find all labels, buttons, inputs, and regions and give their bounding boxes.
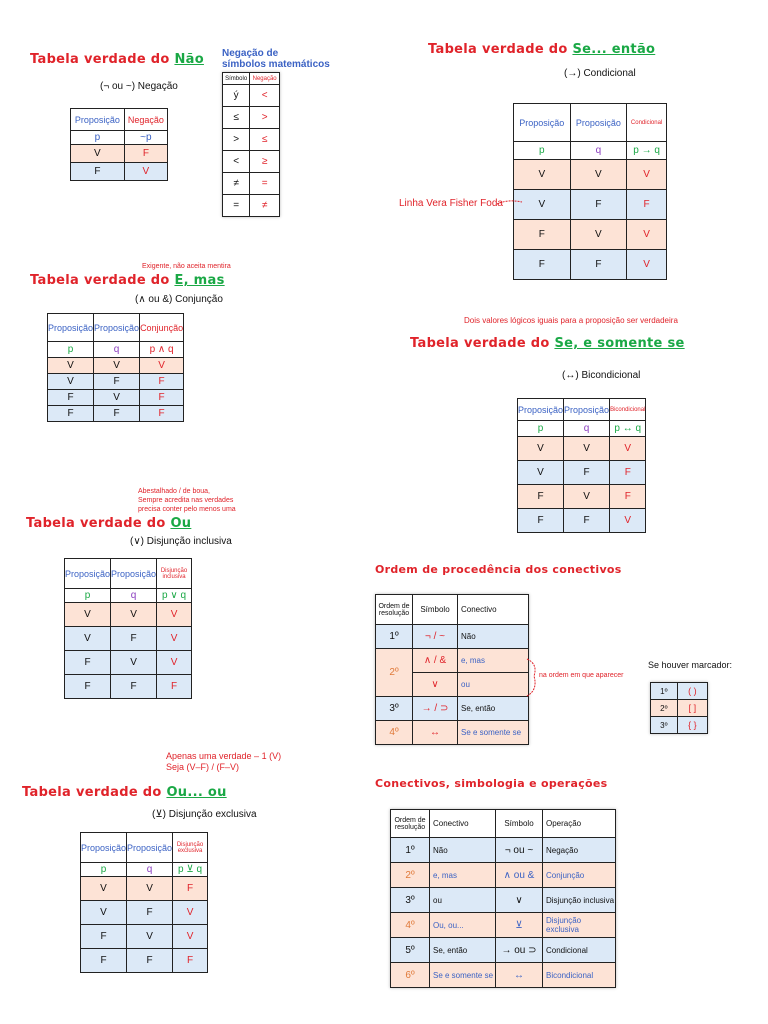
table-row: 1º Não ¬ ou ~ Negação (391, 838, 616, 863)
marcador-title: Se houver marcador: (648, 660, 733, 670)
table-row: F V V (514, 220, 667, 250)
ou-title: Tabela verdade do Ou (26, 516, 192, 531)
ou-ou-table: Proposição Proposição Disjunção exclusiva p q p ⊻ q V V F V F V F V V F F F (80, 832, 208, 973)
conectivos-table: Ordem de resolução Conectivo Símbolo Operação 1º Não ¬ ou ~ Negação 2º e, mas ∧ ou & Conjunção 3º ou ∨ Disjunção inclusiva 4º Ou, ou... ⊻ Disjunção exclusiva 5º Se, então → ou ⊃ Condicional 6º Se e somente se ↔ Bicondicional (390, 809, 616, 988)
ou-ou-subtitle: (⊻) Disjunção exclusiva (152, 809, 257, 820)
precedencia-brace-arrow (526, 656, 540, 700)
table-row: F V F (518, 485, 646, 509)
nao-symbol-p: p (71, 131, 125, 145)
se-entao-subtitle: (→) Condicional (564, 68, 636, 79)
table-row: F F V (514, 250, 667, 280)
table-row: F F F (65, 675, 192, 699)
bicond-title-word: Se, e somente se (554, 336, 685, 351)
se-entao-title: Tabela verdade do Se... então (428, 42, 656, 57)
ou-title-word: Ou (170, 516, 192, 531)
table-row: ∨ ou (376, 673, 529, 697)
table-row: F V F (48, 390, 184, 406)
se-entao-annotation-arrow (496, 198, 524, 208)
table-row: 4º ↔ Se e somente se (376, 721, 529, 745)
table-row: 6º Se e somente se ↔ Bicondicional (391, 963, 616, 988)
table-row: F V V (65, 651, 192, 675)
nao-header-proposicao: Proposição (71, 109, 125, 131)
nao-title-word: Não (174, 52, 204, 67)
table-row: = ≠ (223, 195, 280, 217)
table-row: F F V (518, 509, 646, 533)
table-row: > ≤ (223, 129, 280, 151)
ou-subtitle: (∨) Disjunção inclusiva (130, 536, 232, 547)
table-row: 1º ¬ / ~ Não (376, 625, 529, 649)
table-row: ≤ > (223, 107, 280, 129)
table-row: F V (71, 163, 168, 181)
ou-ou-title-word: Ou... ou (166, 785, 227, 800)
e-mas-title: Tabela verdade do E, mas (30, 273, 225, 288)
table-row: V F F (518, 461, 646, 485)
e-mas-note: Exigente, não aceita mentira (142, 263, 231, 270)
se-entao-annotation: Linha Vera Fisher Foda (399, 198, 503, 209)
table-row: 3º → / ⊃ Se, então (376, 697, 529, 721)
table-row: 3º ou ∨ Disjunção inclusiva (391, 888, 616, 913)
precedencia-title: Ordem de procedência dos conectivos (375, 563, 622, 576)
e-mas-table: Proposição Proposição Conjunção p q p ∧ q V V V V F F F V F F F F (47, 313, 184, 422)
simbolos-header-negacao: Negação (250, 73, 280, 85)
table-row: 5º Se, então → ou ⊃ Condicional (391, 938, 616, 963)
se-entao-table: Proposição Proposição Condicional p q p → q V V V V F F F V V F F V (513, 103, 667, 280)
table-row: F F F (48, 406, 184, 422)
table-row: ý < (223, 85, 280, 107)
e-mas-title-word: E, mas (174, 273, 225, 288)
table-row: F V V (81, 925, 208, 949)
table-row: < ≥ (223, 151, 280, 173)
table-row: 2º [ ] (651, 700, 708, 717)
table-row: V V V (48, 358, 184, 374)
table-row: V V V (518, 437, 646, 461)
table-row: V V V (514, 160, 667, 190)
marcador-table (650, 682, 708, 734)
ou-note: Abestalhado / de boua, Sempre acredita nas verdades precisa conter pelo menos uma (138, 488, 236, 513)
e-mas-subtitle: (∧ ou &) Conjunção (135, 294, 223, 305)
table-row: 4º Ou, ou... ⊻ Disjunção exclusiva (391, 913, 616, 938)
simbolos-table (222, 72, 280, 217)
table-row: V V F (81, 877, 208, 901)
ou-ou-note: Apenas uma verdade – 1 (V) Seja (V–F) / (F–V) (166, 751, 282, 772)
bicond-note: Dois valores lógicos iguais para a proposição ser verdadeira (464, 316, 678, 325)
table-row: 1º ( ) (651, 683, 708, 700)
bicond-title: Tabela verdade do Se, e somente se (410, 336, 685, 351)
nao-symbol-notp: ~p (124, 131, 167, 145)
table-row: 2º ∧ / & e, mas (376, 649, 529, 673)
nao-table (70, 108, 168, 181)
ou-table: Proposição Proposição Disjunção inclusiva p q p ∨ q V V V V F V F V V F F F (64, 558, 192, 699)
bicond-table: Proposição Proposição Bicondicional p q p ↔ q V V V V F F F V F F F V (517, 398, 646, 533)
table-row: 3º { } (651, 717, 708, 734)
se-entao-title-word: Se... então (572, 42, 656, 57)
table-row: F F F (81, 949, 208, 973)
ou-ou-title: Tabela verdade do Ou... ou (22, 785, 227, 800)
table-row: V F V (81, 901, 208, 925)
precedencia-annotation: na ordem em que aparecer (539, 672, 624, 679)
nao-subtitle: (¬ ou ~) Negação (100, 81, 178, 92)
precedencia-table: Ordem de resolução Símbolo Conectivo 1º ¬ / ~ Não 2º ∧ / & e, mas ∨ ou 3º → / ⊃ Se, então 4º ↔ Se e somente se (375, 594, 529, 745)
table-row: V F F (48, 374, 184, 390)
table-row: V F V (65, 627, 192, 651)
table-row: V F F (514, 190, 667, 220)
table-row: V F (71, 145, 168, 163)
conectivos-title: Conectivos, simbologia e operações (375, 777, 608, 790)
table-row: V V V (65, 603, 192, 627)
simbolos-title: Negação de símbolos matemáticos (222, 48, 330, 70)
bicond-subtitle: (↔) Bicondicional (562, 370, 641, 381)
nao-header-negacao: Negação (124, 109, 167, 131)
nao-title: Tabela verdade do Não (30, 52, 204, 67)
simbolos-header-simbolo: Símbolo (223, 73, 250, 85)
table-row: 2º e, mas ∧ ou & Conjunção (391, 863, 616, 888)
table-row: ≠ = (223, 173, 280, 195)
